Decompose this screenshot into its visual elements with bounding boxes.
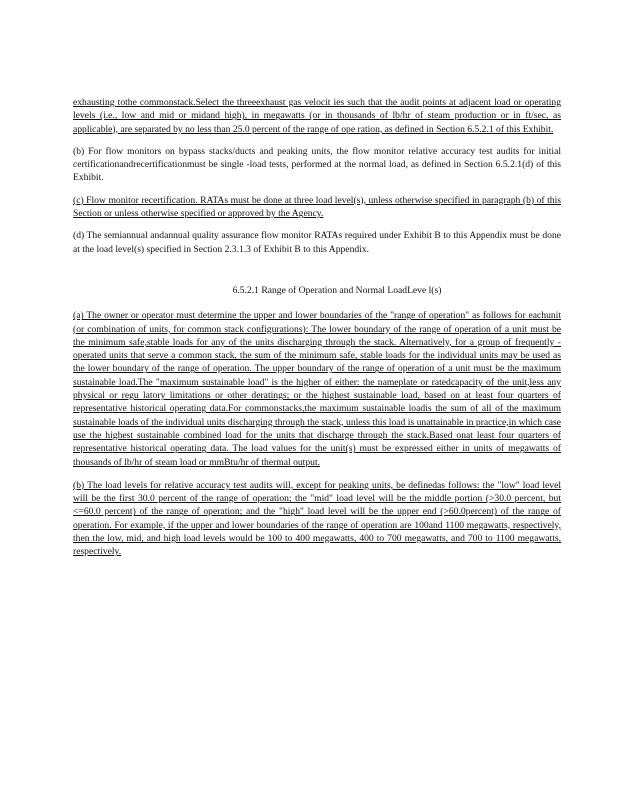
- document-page: [73, 96, 561, 559]
- paragraph-range-b: (b) The load levels for relative accuracy test audits will, except for peaking units, be definedas follows: the "low" load level will be the first 30.0 percent of the range of operation; the "mid" load level will be the middle portion (>30.0 percent, but <=60.0 percent) of the range of operation; and the "high" load level will be the upper end (>60.0percent) of the range of operation. For example, if the upper and lower boundaries of the range of operation are 100and 1100 megawatts, respectively, then the low, mid, and high load levels would be 100 to 400 megawatts, 400 to 700 megawatts, and 700 to 1100 megawatts, respectively.: [73, 479, 561, 558]
- paragraph-b-flow-monitors: (b) For flow monitors on bypass stacks/ducts and peaking units, the flow monitor relative accuracy test audits for initial certificationandrecertificationmust be single -load tests, performed at the normal load, as defined in Section 6.5.2.1(d) of this Exhibit.: [73, 145, 561, 184]
- paragraph-c-recertification: (c) Flow monitor recertification. RATAs must be done at three load level(s), unless otherwise specified in paragraph (b) of this Section or unless otherwise specified or approved by the Agency.: [73, 194, 561, 220]
- paragraph-d-semiannual: (d) The semiannual andannual quality assurance flow monitor RATAs required under Exhibit B to this Appendix must be done at the load level(s) specified in Section 2.3.1.3 of Exhibit B to this Appendix.: [73, 230, 561, 255]
- paragraph-range-a: (a) The owner or operator must determine the upper and lower boundaries of the "range of operation" as follows for eachunit (or combination of units, for common stack configurations): The lower boundary of the range of operation of a unit must be the minimum safe,stable loads for any of the units discharging through the stack. Alternatively, for a group of frequently -operated units that serve a common stack, the sum of the minimum safe, stable loads for the individual units may be used as the lower boundary of the range of operation. The upper boundary of the range of operation of a unit must be the maximum sustainable load.The "maximum sustainable load" is the higher of either: the nameplate or ratedcapacity of the unit,less any physical or regu latory limitations or other deratings; or the highest sustainable load, based on at least four quarters of representative historical operating data.For commonstacks,the maximum sustainable loadis the sum of all of the maximum sustainable loads of the individual units discharging through the stack, unless this load is unattainable in practice,in which case use the highest sustainable combined load for the units that discharge through the stack.Based onat least four quarters of representative historical operating data. The load values for the unit(s) must be expressed either in units of megawatts of thousands of lb/hr of steam load or mmBtu/hr of thermal output.: [73, 310, 561, 468]
- section-heading: 6.5.2.1 Range of Operation and Normal LoadLeve l(s): [232, 284, 442, 296]
- paragraph-intro: exhausting tothe commonstack.Select the threeexhaust gas velocit ies such that the audit points at adjacent load or operating levels (i.e., low and mid or midand high), in megawatts (or in thousands of lb/hr of steam production or in ft/sec, as applicable), are separated by no less than 25.0 percent of the range of ope ration, as defined in Section 6.5.2.1 of this Exhibit.: [73, 97, 561, 135]
